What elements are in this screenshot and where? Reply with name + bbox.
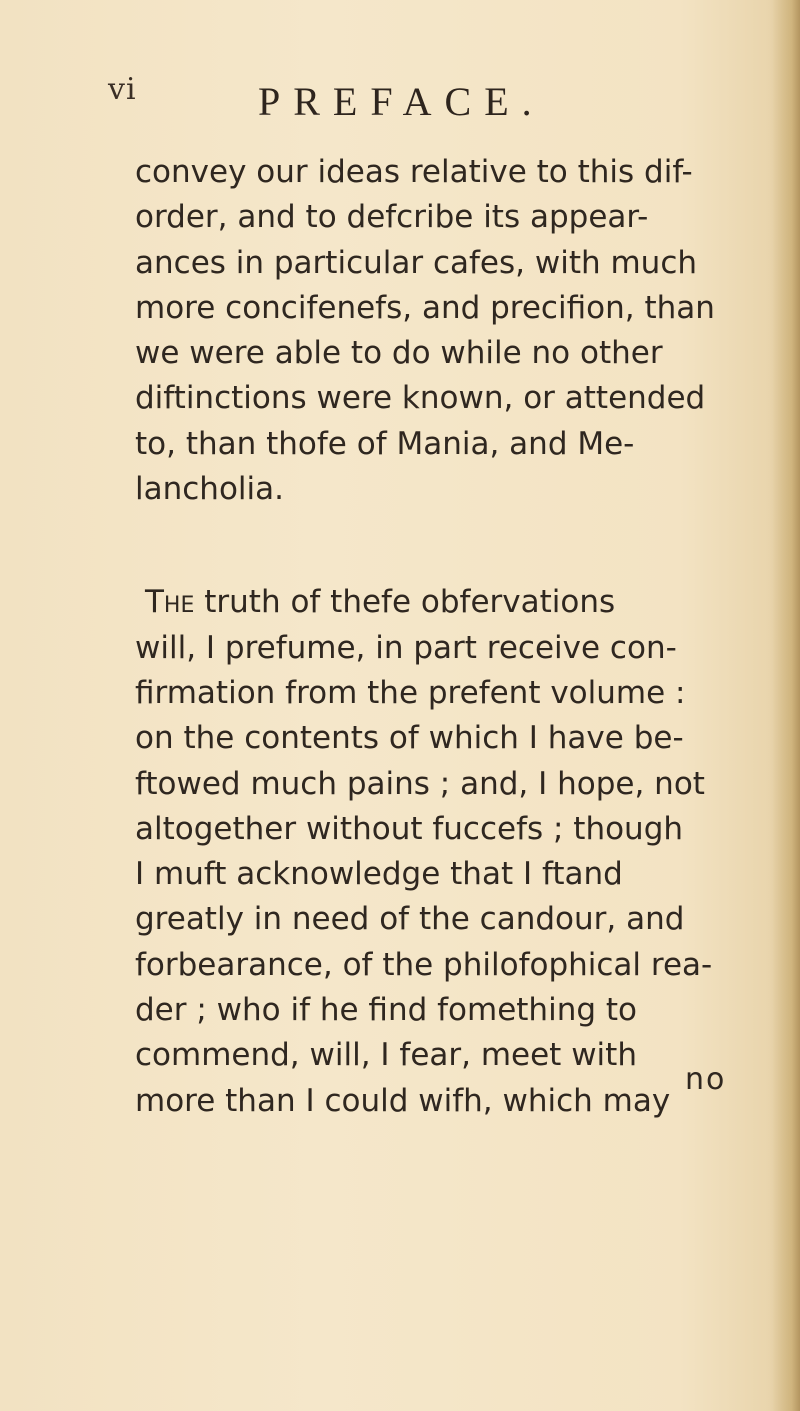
text-line: ances in particular cafes, with much (135, 244, 698, 281)
body-text (135, 150, 775, 1124)
paragraph-lead-word: The (145, 584, 195, 621)
text-line: we were able to do while no other (135, 335, 663, 372)
text-line: diftinctions were known, or attended (135, 380, 706, 417)
text-line: to, than thofe of Mania, and Me- (135, 425, 635, 462)
catchword: no (685, 1062, 727, 1097)
page-number: vi (108, 72, 137, 107)
page-header (0, 0, 800, 160)
paragraph-2 (135, 580, 775, 1124)
text-line: order, and to defcribe its appear- (135, 199, 649, 236)
text-line: convey our ideas relative to this dif- (135, 154, 693, 190)
text-line: firmation from the prefent volume : (135, 674, 686, 711)
text-line: commend, will, I fear, meet with (135, 1037, 637, 1074)
page-edge-shadow (772, 0, 800, 1411)
text-line: lancholia. (135, 471, 284, 508)
paragraph-lead-rest: truth of thefe obfervations (194, 584, 616, 621)
text-line: more concifenefs, and precifion, than (135, 289, 715, 326)
text-line: I muft acknowledge that I ftand (135, 856, 623, 893)
text-line: der ; who if he find fomething to (135, 992, 637, 1029)
text-line: will, I prefume, in part receive con- (135, 629, 677, 666)
text-line: more than I could wifh, which may (135, 1082, 671, 1119)
text-line: greatly in need of the candour, and (135, 901, 685, 938)
text-line: ftowed much pains ; and, I hope, not (135, 765, 705, 802)
running-title: PREFACE. (258, 79, 545, 124)
text-line (135, 580, 775, 625)
paragraph-gap (135, 512, 775, 580)
paragraph-1 (135, 150, 775, 512)
text-line: on the contents of which I have be- (135, 720, 684, 757)
text-line: forbearance, of the philofophical rea- (135, 946, 713, 983)
text-line: altogether without fuccefs ; though (135, 810, 684, 847)
